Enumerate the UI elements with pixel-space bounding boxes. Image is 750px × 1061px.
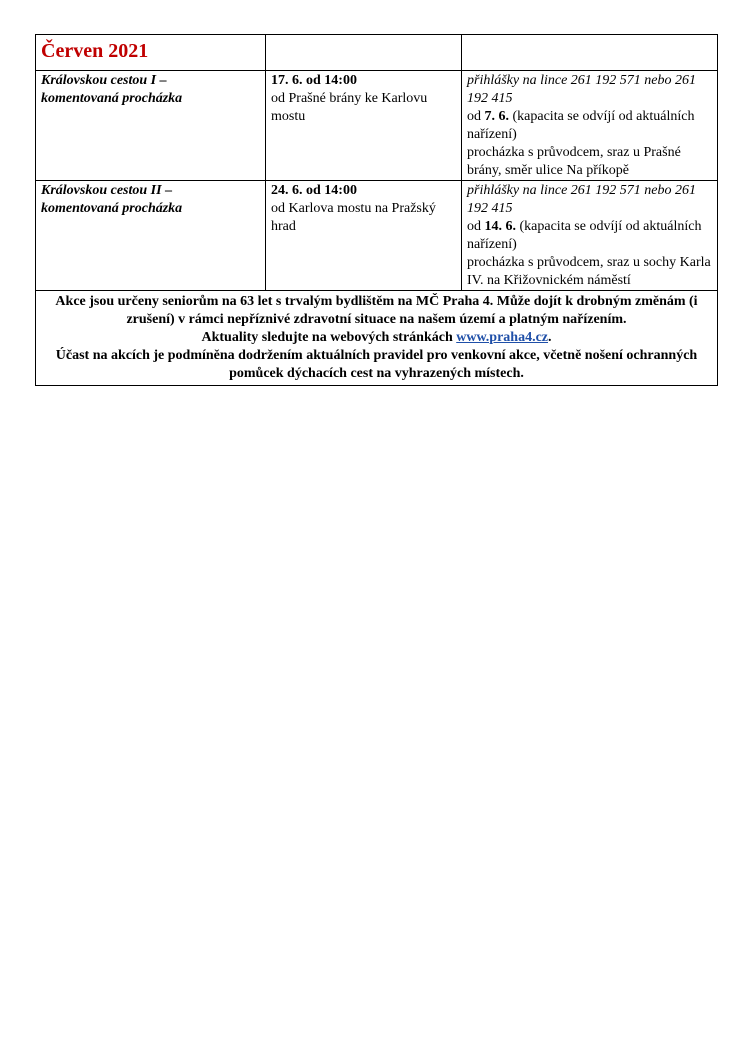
registration-date: 7. 6.: [484, 109, 509, 124]
month-cell: [36, 35, 266, 71]
notice-row: [36, 291, 718, 386]
registration-date: 14. 6.: [484, 219, 516, 234]
notice-news-suffix: .: [548, 330, 552, 345]
empty-header-cell: [266, 35, 462, 71]
event-name-line: Královskou cestou I –: [41, 73, 167, 88]
registration-prefix: od: [467, 219, 485, 234]
event-row: [36, 181, 718, 291]
program-sheet: [35, 34, 717, 386]
notice-eligibility: Akce jsou určeny seniorům na 63 let s trvalým bydlištěm na MČ Praha 4. Může dojít k drobným změnám (i zrušení) v rámci nepříznivé zdravotní situace na našem území a platným nařízením.: [55, 294, 698, 327]
registration-capacity: (kapacita se odvíjí od aktuálních nařízení): [467, 109, 695, 142]
month-header-row: [36, 35, 718, 71]
registration-capacity: (kapacita se odvíjí od aktuálních nařízení): [467, 219, 702, 252]
event-row: [36, 71, 718, 181]
event-route: od Prašné brány ke Karlovu mostu: [271, 91, 428, 124]
event-signup: přihlášky na lince 261 192 571 nebo 261 192 415: [467, 73, 697, 106]
events-table: [35, 34, 718, 386]
notice-participation: Účast na akcích je podmíněna dodržením aktuálních pravidel pro venkovní akce, včetně nošení ochranných pomůcek dýchacích cest na vyhrazených místech.: [55, 348, 698, 381]
event-time-cell: [266, 181, 462, 291]
event-registration-from: [467, 108, 712, 144]
event-registration-from: [467, 218, 712, 254]
event-meeting-point: procházka s průvodcem, sraz u sochy Karla IV. na Křižovnickém náměstí: [467, 255, 711, 288]
registration-prefix: od: [467, 109, 485, 124]
event-date-time: 17. 6. od 14:00: [271, 73, 357, 88]
event-date-time: 24. 6. od 14:00: [271, 183, 357, 198]
praha4-website-link[interactable]: www.praha4.cz: [456, 330, 549, 345]
event-name-line: komentovaná procházka: [41, 201, 183, 216]
event-name-cell: [36, 71, 266, 181]
event-signup: přihlášky na lince 261 192 571 nebo 261 192 415: [467, 183, 697, 216]
event-info-cell: [462, 71, 718, 181]
notice-news-text: Aktuality sledujte na webových stránkách: [201, 330, 457, 345]
event-route: od Karlova mostu na Pražský hrad: [271, 201, 436, 234]
event-info-cell: [462, 181, 718, 291]
event-meeting-point: procházka s průvodcem, sraz u Prašné brány, směr ulice Na příkopě: [467, 145, 681, 178]
event-name-line: komentovaná procházka: [41, 91, 183, 106]
notice-news: [201, 330, 551, 345]
month-title: Červen 2021: [41, 40, 149, 62]
event-name-line: Královskou cestou II –: [41, 183, 173, 198]
empty-header-cell: [462, 35, 718, 71]
event-time-cell: [266, 71, 462, 181]
event-name-cell: [36, 181, 266, 291]
notice-cell: [36, 291, 718, 386]
